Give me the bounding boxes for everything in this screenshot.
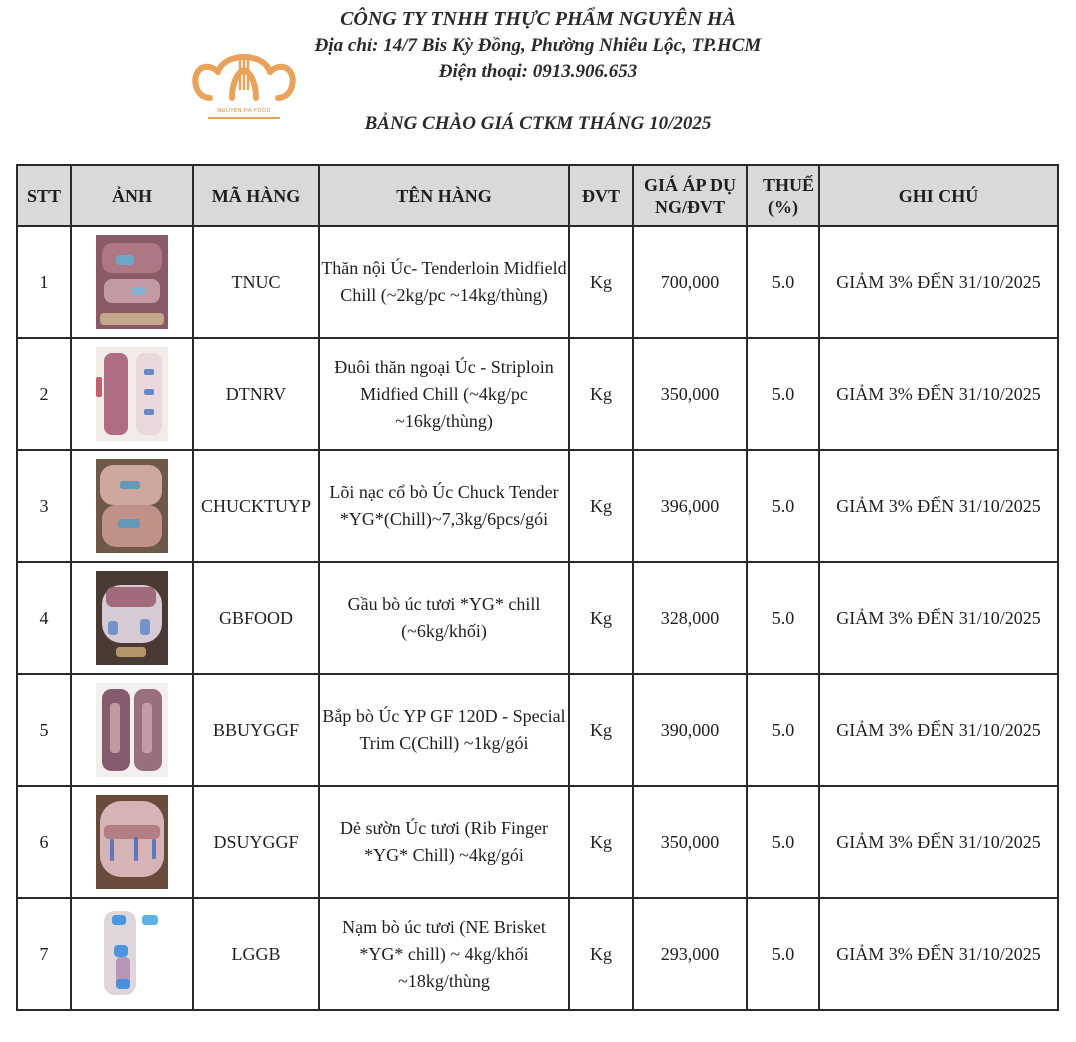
cell-price: 293,000: [633, 898, 747, 1010]
cell-unit: Kg: [569, 562, 633, 674]
cell-tax: 5.0: [747, 898, 819, 1010]
cell-stt: 1: [17, 226, 71, 338]
cell-tax: 5.0: [747, 226, 819, 338]
cell-stt: 6: [17, 786, 71, 898]
table-row: [17, 450, 1058, 562]
cell-photo: [71, 562, 193, 674]
cell-price: 328,000: [633, 562, 747, 674]
cell-stt: 2: [17, 338, 71, 450]
cell-note: GIẢM 3% ĐẾN 31/10/2025: [819, 338, 1058, 450]
col-header-code: MÃ HÀNG: [193, 165, 319, 226]
table-row: [17, 562, 1058, 674]
chuck-tender-photo: [96, 459, 168, 553]
brisket-block-photo: [96, 571, 168, 665]
cell-code: TNUC: [193, 226, 319, 338]
price-table: [16, 164, 1059, 1011]
cell-note: GIẢM 3% ĐẾN 31/10/2025: [819, 674, 1058, 786]
cell-unit: Kg: [569, 226, 633, 338]
cell-tax: 5.0: [747, 786, 819, 898]
cell-tax: 5.0: [747, 562, 819, 674]
col-header-price: GIÁ ÁP DỤNG/ĐVT: [633, 165, 747, 226]
logo-text: NGUYEN HA FOOD: [217, 108, 271, 114]
company-address: Địa chỉ: 14/7 Bis Kỳ Đồng, Phường Nhiêu Lộc, TP.HCM: [314, 35, 762, 56]
rib-finger-photo: [96, 795, 168, 889]
cell-unit: Kg: [569, 786, 633, 898]
cell-code: BBUYGGF: [193, 674, 319, 786]
cell-name: Nạm bò úc tươi (NE Brisket *YG* chill) ~ 4kg/khối ~18kg/thùng: [319, 898, 569, 1010]
col-header-note: GHI CHÚ: [819, 165, 1058, 226]
cell-stt: 7: [17, 898, 71, 1010]
cell-tax: 5.0: [747, 674, 819, 786]
cell-stt: 4: [17, 562, 71, 674]
ne-brisket-photo: [96, 907, 168, 1001]
cell-photo: [71, 450, 193, 562]
cell-name: Lõi nạc cổ bò Úc Chuck Tender *YG*(Chill)~7,3kg/6pcs/gói: [319, 450, 569, 562]
cell-note: GIẢM 3% ĐẾN 31/10/2025: [819, 450, 1058, 562]
cell-note: GIẢM 3% ĐẾN 31/10/2025: [819, 562, 1058, 674]
table-row: [17, 338, 1058, 450]
col-header-photo: ẢNH: [71, 165, 193, 226]
cell-photo: [71, 674, 193, 786]
shank-photo: [96, 683, 168, 777]
cell-unit: Kg: [569, 338, 633, 450]
cell-photo: [71, 786, 193, 898]
cell-name: Đuôi thăn ngoại Úc - Striploin Midfied Chill (~4kg/pc ~16kg/thùng): [319, 338, 569, 450]
cell-code: DTNRV: [193, 338, 319, 450]
cell-stt: 5: [17, 674, 71, 786]
cell-price: 350,000: [633, 786, 747, 898]
col-header-stt: STT: [17, 165, 71, 226]
cell-name: Bắp bò Úc YP GF 120D - Special Trim C(Chill) ~1kg/gói: [319, 674, 569, 786]
cell-note: GIẢM 3% ĐẾN 31/10/2025: [819, 786, 1058, 898]
table-row: [17, 226, 1058, 338]
cell-price: 350,000: [633, 338, 747, 450]
cell-note: GIẢM 3% ĐẾN 31/10/2025: [819, 898, 1058, 1010]
table-row: [17, 786, 1058, 898]
cell-code: DSUYGGF: [193, 786, 319, 898]
cell-name: Dẻ sườn Úc tươi (Rib Finger *YG* Chill) ~4kg/gói: [319, 786, 569, 898]
cell-unit: Kg: [569, 674, 633, 786]
col-header-unit: ĐVT: [569, 165, 633, 226]
cell-code: GBFOOD: [193, 562, 319, 674]
cell-note: GIẢM 3% ĐẾN 31/10/2025: [819, 226, 1058, 338]
cell-name: Thăn nội Úc- Tenderloin Midfield Chill (~2kg/pc ~14kg/thùng): [319, 226, 569, 338]
cell-unit: Kg: [569, 450, 633, 562]
cell-price: 390,000: [633, 674, 747, 786]
cell-tax: 5.0: [747, 450, 819, 562]
cell-code: LGGB: [193, 898, 319, 1010]
cell-photo: [71, 226, 193, 338]
cell-tax: 5.0: [747, 338, 819, 450]
col-header-tax: THUẾ (%): [747, 165, 819, 226]
cell-stt: 3: [17, 450, 71, 562]
cell-price: 396,000: [633, 450, 747, 562]
cell-photo: [71, 338, 193, 450]
cell-photo: [71, 898, 193, 1010]
company-phone: Điện thoại: 0913.906.653: [438, 61, 638, 82]
tenderloin-photo: [96, 235, 168, 329]
cell-unit: Kg: [569, 898, 633, 1010]
striploin-photo: [96, 347, 168, 441]
cell-code: CHUCKTUYP: [193, 450, 319, 562]
table-row: [17, 674, 1058, 786]
document-title: BẢNG CHÀO GIÁ CTKM THÁNG 10/2025: [364, 113, 712, 134]
company-name: CÔNG TY TNHH THỰC PHẨM NGUYÊN HÀ: [340, 8, 736, 30]
table-header-row: [17, 165, 1058, 226]
table-row: [17, 898, 1058, 1010]
col-header-name: TÊN HÀNG: [319, 165, 569, 226]
cell-name: Gầu bò úc tươi *YG* chill (~6kg/khối): [319, 562, 569, 674]
cell-price: 700,000: [633, 226, 747, 338]
